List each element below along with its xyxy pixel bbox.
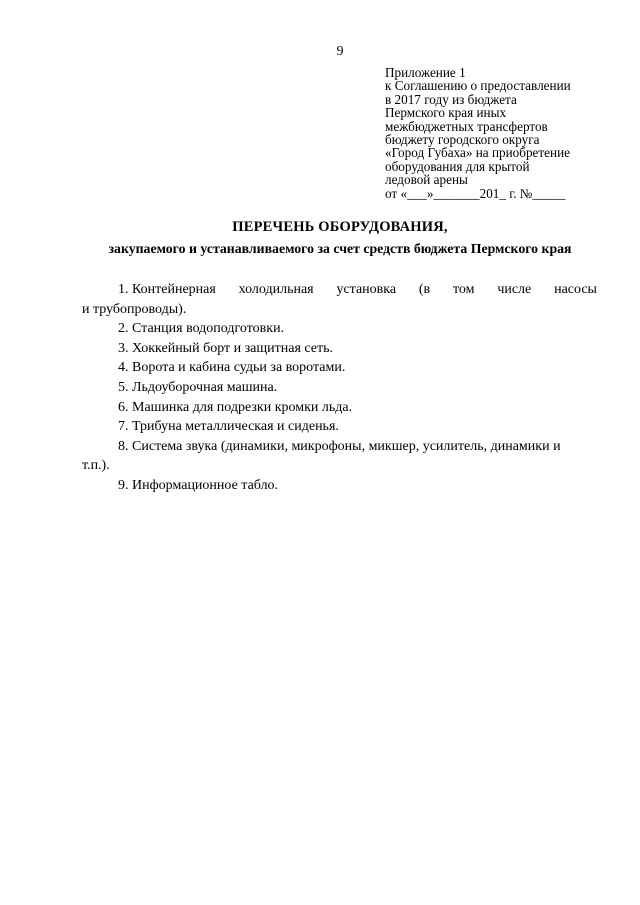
list-item-word: 1. Контейнерная xyxy=(118,282,216,297)
appendix-line: в 2017 году из бюджета xyxy=(385,91,517,107)
list-item-continuation: и трубопроводы). xyxy=(82,301,187,317)
equipment-list xyxy=(82,280,597,496)
list-item: 7. Трибуна металлическая и сиденья. xyxy=(118,419,339,435)
appendix-line: межбюджетных трансфертов xyxy=(385,118,548,134)
list-item: 8. Система звука (динамики, микрофоны, микшер, усилитель, динамики и xyxy=(118,438,561,454)
appendix-block xyxy=(385,66,610,200)
list-item-word: насосы xyxy=(554,282,597,297)
list-item-word: том xyxy=(452,282,475,297)
list-item: 9. Информационное табло. xyxy=(118,477,279,493)
appendix-line: ледовой арены xyxy=(385,172,468,188)
list-item-word: (в xyxy=(418,282,431,297)
appendix-line: Пермского края иных xyxy=(385,105,507,121)
appendix-line: Приложение 1 xyxy=(385,65,466,80)
document-subtitle: закупаемого и устанавливаемого за счет средств бюджета Пермского края xyxy=(108,241,572,256)
list-item: 3. Хоккейный борт и защитная сеть. xyxy=(118,340,334,356)
page-number: 9 xyxy=(336,44,344,59)
appendix-line: к Соглашению о предоставлении xyxy=(385,78,571,94)
appendix-line: оборудования для крытой xyxy=(385,158,530,174)
list-item: 6. Машинка для подрезки кромки льда. xyxy=(118,399,353,415)
list-item-word: холодильная xyxy=(238,282,314,297)
appendix-line: от «___»_______201_ г. №_____ xyxy=(385,185,566,201)
list-item-word: установка xyxy=(336,282,397,297)
list-item xyxy=(82,280,597,300)
list-item: 5. Льдоуборочная машина. xyxy=(118,379,278,395)
list-item-word: числе xyxy=(497,282,532,297)
appendix-line: бюджету городского округа xyxy=(385,132,540,148)
appendix-line: «Город Губаха» на приобретение xyxy=(385,145,570,161)
document-title: ПЕРЕЧЕНЬ ОБОРУДОВАНИЯ, xyxy=(232,219,448,235)
list-item: 4. Ворота и кабина судьи за воротами. xyxy=(118,360,346,376)
list-item: 2. Станция водоподготовки. xyxy=(118,321,285,337)
document-title-block xyxy=(40,218,640,258)
list-item-continuation: т.п.). xyxy=(82,458,110,474)
